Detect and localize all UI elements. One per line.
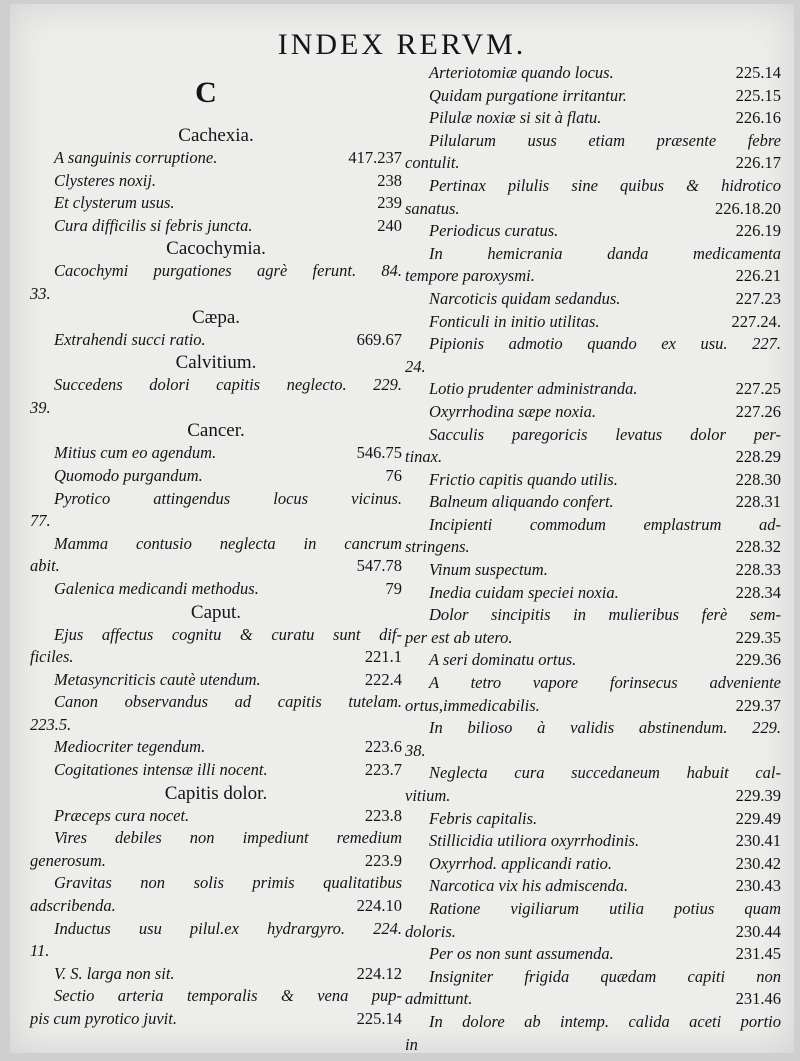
entry-text: Mediocriter tegendum. [54,737,206,757]
index-entry [30,578,402,601]
index-entry [405,672,781,717]
entry-reference: 240 [377,215,402,235]
entry-continuation-row [30,850,402,873]
section-heading: Cacochymia. [166,238,266,260]
entry-continuation: 11. [30,941,50,961]
index-entry [405,514,781,559]
entry-text: Pyrotico attingendus locus vicinus. [54,488,402,508]
index-entry [30,872,402,917]
entry-text: In dolore ab intemp. calida aceti portio [429,1011,781,1031]
entry-text: Febris capitalis. [429,808,538,828]
entry-continuation-row [30,510,402,533]
entry-text: Fonticuli in initio utilitas. [429,311,600,331]
index-entry [30,805,402,828]
entry-row [30,147,402,170]
entry-continuation-row [30,397,402,420]
document-page [10,4,794,1053]
entry-continuation: generosum. [30,850,106,870]
entry-text: Frictio capitis quando utilis. [429,469,618,489]
entry-reference: 225.14 [735,63,781,82]
entry-row [405,649,781,672]
index-entry [30,985,402,1030]
entry-continuation-row [405,785,781,808]
entry-reference: 231.45 [735,944,781,964]
entry-text: Cogitationes intensæ illi nocent. [54,760,268,780]
entry-continuation: doloris. [405,921,456,941]
index-entry [30,192,402,215]
entry-text: Ratione vigiliarum utilia potius quam [429,898,781,918]
entry-row [405,808,781,831]
entry-text: Et clysterum usus. [54,193,175,213]
entry-continuation: 39. [30,397,51,417]
entry-row [30,805,402,828]
section-heading: Cachexia. [178,125,254,146]
entry-reference: 546.75 [356,443,402,463]
entry-text: Oxyrrhodina sæpe noxia. [429,401,596,421]
entry-row [405,401,781,424]
entry-reference: 229.36 [735,650,781,670]
entry-text: Succedens dolori capitis neglecto. 229. [54,375,402,395]
entry-reference: 223.6 [364,737,402,757]
entry-text: Galenica medicandi methodus. [54,578,259,598]
entry-continuation-row [405,627,781,650]
entry-row [405,378,781,401]
entry-text: Inedia cuidam speciei noxia. [429,582,619,602]
index-entry [405,808,781,831]
entry-text: Sacculis paregoricis levatus dolor per- [429,424,781,444]
entry-reference: 226.16 [735,108,781,128]
entry-continuation: contulit. [405,153,460,173]
entry-reference: 230.41 [735,831,781,851]
entry-row [405,288,781,311]
index-entry [30,442,402,465]
index-entry [405,243,781,288]
entry-row [405,943,781,966]
entry-text: Pertinax pilulis sine quibus & hidrotico [429,175,781,195]
entry-row [30,465,402,488]
entry-reference: 226.18.20 [715,198,781,218]
entry-reference: 222.4 [364,669,402,689]
entry-reference: 226.21 [735,266,781,286]
entry-row [405,875,781,898]
entry-reference: 223.9 [364,850,402,870]
section-heading: Caput. [190,601,242,623]
entry-continuation: in [405,1034,418,1054]
entry-text: Cacochymi purgationes agrè ferunt. 84. [54,261,402,281]
entry-text: Gravitas non solis primis qualitatibus [54,873,402,893]
entry-text: V. S. larga non sit. [54,963,175,983]
index-entry [30,147,402,170]
entry-reference: 547.78 [356,556,402,576]
index-entry [405,130,781,175]
index-entry [405,311,781,334]
entry-continuation: admittunt. [405,989,473,1009]
section-heading: Calvitium. [175,352,257,374]
entry-continuation: 38. [405,740,426,760]
entry-reference: 79 [385,578,402,598]
entry-continuation: 223.5. [30,714,72,734]
index-entry [405,943,781,966]
entry-row [405,559,781,582]
entry-text: Oxyrrhod. applicandi ratio. [429,853,613,873]
entry-text: Dolor sincipitis in mulieribus ferè sem- [429,605,781,625]
entry-reference: 669.67 [356,329,402,349]
entry-continuation-row [405,356,781,379]
entry-reference: 228.33 [735,560,781,580]
entry-reference: 229.35 [735,627,781,647]
index-entry [405,762,781,807]
index-entry [405,491,781,514]
entry-reference: 238 [377,170,402,190]
entry-continuation-row [30,1008,402,1031]
index-entry [30,215,402,238]
index-entry [405,469,781,492]
entry-reference: 231.46 [735,989,781,1009]
index-entry [30,533,402,578]
index-entry [405,401,781,424]
entry-row [30,759,402,782]
section-heading: Cæpa. [191,306,241,328]
index-entry [30,329,402,352]
entry-continuation: ortus,immedicabilis. [405,695,540,715]
index-entry [405,875,781,898]
entry-continuation: tempore paroxysmi. [405,266,535,286]
entry-reference: 230.44 [735,921,781,941]
index-entry [405,966,781,1011]
entry-row [405,830,781,853]
entry-continuation-row [30,714,402,737]
index-entry [30,669,402,692]
entry-reference: 239 [377,193,402,213]
entry-continuation: tinax. [405,447,443,467]
index-entry [405,107,781,130]
entry-continuation-row [405,921,781,944]
entry-reference: 226.19 [735,221,781,241]
index-entry [405,717,781,762]
section-letter: C [195,76,217,109]
index-entry [405,220,781,243]
entry-continuation-row [405,1034,781,1057]
entry-text: Mamma contusio neglecta in cancrum [54,533,402,553]
index-entry [405,582,781,605]
entry-text: A tetro vapore forinsecus adveniente [429,673,781,693]
index-entry [405,604,781,649]
entry-text: A sanguinis corruptione. [54,148,218,167]
entry-reference: 227.26 [735,401,781,421]
index-entry [405,175,781,220]
entry-text: Pilularum usus etiam præsente febre [429,130,781,150]
entry-row [30,736,402,759]
index-entry [30,918,402,963]
entry-continuation: 77. [30,511,51,531]
entry-continuation-row [405,740,781,763]
index-entry [30,759,402,782]
entry-text: Narcotica vix his admiscenda. [429,876,629,896]
entry-row [30,669,402,692]
index-entry [405,1011,781,1056]
index-entry [30,963,402,986]
entry-text: Ejus affectus cognitu & curatu sunt dif- [54,624,402,644]
entry-reference: 221.1 [364,647,402,667]
entry-text: Mitius cum eo agendum. [54,443,217,463]
entry-reference: 229.49 [735,808,781,828]
index-entry [405,62,781,85]
page-title: INDEX RERVM. [277,28,527,61]
entry-text: A seri dominatu ortus. [429,650,577,670]
entry-continuation: pis cum pyrotico juvit. [30,1009,177,1028]
entry-reference: 228.30 [735,469,781,489]
index-entry [30,260,402,305]
index-entry [405,333,781,378]
entry-continuation-row [30,646,402,669]
entry-text: Insigniter frigida quædam capiti non [429,966,781,986]
entry-reference: 224.10 [356,896,402,916]
entry-text: In hemicrania danda medicamenta [429,243,781,263]
entry-continuation-row [405,198,781,221]
entry-continuation-row [30,283,402,306]
entry-text: Pipionis admotio quando ex usu. 227. [429,334,781,354]
entry-row [30,170,402,193]
entry-text: Præceps cura nocet. [54,805,190,825]
entry-text: Per os non sunt assumenda. [429,944,614,964]
entry-continuation: 33. [30,283,51,303]
entry-text: Inductus usu pilul.ex hydrargyro. 224. [54,918,402,938]
entry-continuation-row [405,695,781,718]
entry-row [405,491,781,514]
entry-row [405,62,781,85]
index-entry [30,736,402,759]
entry-row [405,853,781,876]
entry-text: Quidam purgatione irritantur. [429,85,627,105]
entry-row [30,215,402,238]
entry-continuation: sanatus. [405,198,460,218]
entry-continuation: adscribenda. [30,896,116,916]
entry-text: Stillicidia utiliora oxyrrhodinis. [429,831,640,851]
entry-continuation: abit. [30,556,60,576]
entry-continuation-row [405,446,781,469]
entry-text: Neglecta cura succedaneum habuit cal- [429,763,781,783]
entry-continuation-row [30,555,402,578]
entry-text: Pilulæ noxiæ si sit à flatu. [429,108,602,128]
entry-text: Metasyncriticis cautè utendum. [54,669,261,689]
entry-text: Canon observandus ad capitis tutelam. [54,692,402,712]
entry-continuation-row [405,988,781,1011]
entry-reference: 223.8 [364,805,402,825]
index-entry [405,288,781,311]
section-heading: Cancer. [187,420,245,442]
entry-continuation-row [405,536,781,559]
entry-row [30,442,402,465]
entry-row [405,311,781,334]
entry-row [405,107,781,130]
entry-reference: 229.39 [735,786,781,805]
right-entries [405,62,781,1056]
section-heading: Capitis dolor. [164,782,268,804]
entry-reference: 230.43 [735,876,781,896]
index-entry [30,691,402,736]
entry-reference: 224.12 [356,963,402,983]
left-entries [30,124,402,1031]
entry-continuation: 24. [405,356,426,376]
entry-reference: 76 [385,465,402,485]
index-entry [30,624,402,669]
index-entry [405,378,781,401]
entry-reference: 227.25 [735,379,781,399]
entry-continuation: stringens. [405,537,470,557]
index-entry [30,827,402,872]
entry-reference: 228.31 [735,492,781,512]
entry-text: Cura difficilis si febris juncta. [54,215,253,235]
entry-reference: 226.17 [735,153,781,173]
entry-row [405,469,781,492]
entry-continuation-row [30,895,402,918]
entry-row [405,582,781,605]
entry-reference: 225.15 [735,85,781,105]
entry-reference: 227.23 [735,288,781,308]
entry-text: Vires debiles non impediunt remedium [54,828,402,848]
index-entry [405,649,781,672]
entry-reference: 230.42 [735,853,781,873]
entry-text: Quomodo purgandum. [54,465,203,485]
entry-row [30,963,402,986]
index-entry [30,374,402,419]
index-entry [30,170,402,193]
entry-reference: 229.37 [735,695,781,715]
entry-row [405,85,781,108]
entry-reference: 227.24. [731,311,781,331]
entry-text: Balneum aliquando confert. [429,492,614,512]
entry-continuation-row [405,152,781,175]
index-entry [405,830,781,853]
entry-continuation-row [30,940,402,963]
entry-reference: 228.29 [735,447,781,467]
entry-reference: 225.14 [356,1009,402,1028]
index-entry [30,488,402,533]
entry-text: Lotio prudenter administranda. [429,379,638,399]
entry-reference: 223.7 [364,760,402,780]
entry-reference: 417.237 [348,148,402,167]
entry-text: Narcoticis quidam sedandus. [429,288,621,308]
left-column [30,62,402,1031]
entry-row [30,578,402,601]
entry-row [405,220,781,243]
index-entry [405,85,781,108]
entry-text: Clysteres noxij. [54,170,157,190]
entry-row [30,329,402,352]
index-entry [30,465,402,488]
entry-continuation: per est ab utero. [405,627,513,647]
entry-text: Vinum suspectum. [429,560,548,580]
index-entry [405,898,781,943]
index-entry [405,424,781,469]
index-entry [405,559,781,582]
entry-reference: 228.34 [735,582,781,602]
entry-continuation: ficiles. [30,647,74,667]
entry-continuation: vitium. [405,786,451,805]
entry-continuation-row [405,265,781,288]
entry-text: Incipienti commodum emplastrum ad- [429,514,781,534]
entry-text: Arteriotomiæ quando locus. [429,63,614,82]
entry-text: Sectio arteria temporalis & vena pup- [54,986,402,1006]
entry-reference: 228.32 [735,537,781,557]
entry-text: Periodicus curatus. [429,221,559,241]
right-column [405,62,781,1056]
index-entry [405,853,781,876]
entry-text: In bilioso à validis abstinendum. 229. [429,718,781,738]
entry-row [30,192,402,215]
entry-text: Extrahendi succi ratio. [54,329,206,349]
